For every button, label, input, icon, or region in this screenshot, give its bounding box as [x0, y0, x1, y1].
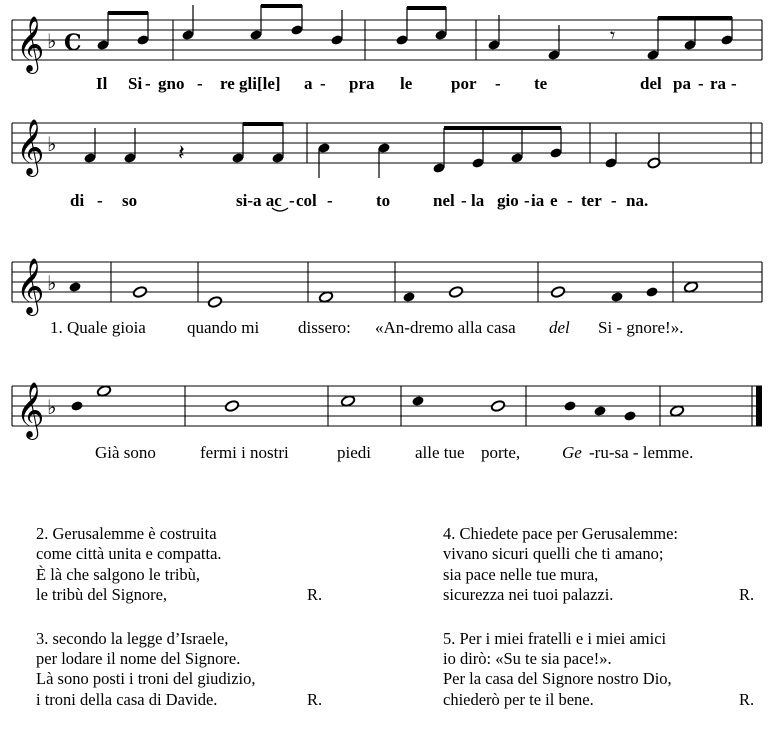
svg-text:-: -: [289, 191, 295, 210]
svg-text:fermi i nostri: fermi i nostri: [200, 443, 289, 462]
refrain-mark: R.: [739, 689, 755, 709]
staff-system-3: [12, 258, 762, 316]
staff-system-2: [12, 119, 762, 178]
stanza-3: [36, 629, 336, 711]
svg-text:Si: Si: [128, 74, 143, 93]
verse-line-text: i troni della casa di Davide.: [36, 689, 218, 709]
quarter-rest-icon: 𝄽: [178, 141, 185, 166]
refrain-mark: R.: [307, 585, 323, 605]
flat-icon: ♭: [47, 132, 57, 156]
refrain-mark: R.: [739, 585, 755, 605]
svg-text:piedi: piedi: [337, 443, 371, 462]
stanza-5: [443, 629, 763, 711]
svg-text:si-a ac: si-a ac: [236, 191, 282, 210]
svg-text:te: te: [534, 74, 548, 93]
svg-text:-: -: [698, 74, 704, 93]
verse-line: Per la casa del Signore nostro Dio,: [443, 669, 672, 689]
refrain-lyrics-1: [96, 74, 737, 93]
svg-text:pra: pra: [349, 74, 375, 93]
verse-line: 3. secondo la legge d’Israele,: [36, 628, 229, 648]
svg-text:del: del: [549, 318, 570, 337]
svg-text:alle tue: alle tue: [415, 443, 465, 462]
svg-text:-ru-sa - lemme.: -ru-sa - lemme.: [589, 443, 694, 462]
svg-text:-: -: [145, 74, 151, 93]
treble-clef-icon: 𝄞: [16, 258, 45, 314]
svg-text:di: di: [70, 191, 85, 210]
staff-system-1: [12, 4, 762, 74]
verse-line: [36, 690, 336, 710]
verse-line: come città unita e compatta.: [36, 544, 222, 564]
svg-text:-: -: [320, 74, 326, 93]
svg-text:-: -: [567, 191, 573, 210]
svg-text:-: -: [461, 191, 467, 210]
verse-line: io dirò: «Su te sia pace!».: [443, 648, 612, 668]
stanza-4: [443, 524, 763, 606]
svg-text:1. Quale gioia: 1. Quale gioia: [50, 318, 146, 337]
svg-text:-: -: [611, 191, 617, 210]
svg-text:-: -: [197, 74, 203, 93]
flat-icon: ♭: [47, 395, 57, 419]
staff-system-4: [12, 382, 762, 440]
svg-text:ra: ra: [710, 74, 727, 93]
svg-text:gno: gno: [158, 74, 185, 93]
common-time-icon: C: [64, 30, 82, 56]
svg-text:ter: ter: [581, 191, 602, 210]
svg-text:Si - gnore!».: Si - gnore!».: [598, 318, 684, 337]
svg-text:Già sono: Già sono: [95, 443, 156, 462]
verse-line: [443, 585, 763, 605]
verse-line: 5. Per i miei fratelli e i miei amici: [443, 628, 667, 648]
svg-text:re gli[le]: re gli[le]: [220, 74, 281, 93]
eighth-rest-icon: 𝄾: [610, 23, 616, 47]
verses-left-column: [36, 524, 336, 733]
svg-text:dissero:: dissero:: [298, 318, 351, 337]
verse-line: [443, 690, 763, 710]
treble-clef-icon: 𝄞: [16, 119, 45, 175]
verse-line-text: chiederò per te il bene.: [443, 689, 594, 709]
verse-line-text: sicurezza nei tuoi palazzi.: [443, 585, 614, 605]
svg-text:-: -: [731, 74, 737, 93]
verse-line: Là sono posti i troni del giudizio,: [36, 669, 256, 689]
verse-line: 2. Gerusalemme è costruita: [36, 524, 217, 543]
stanza-2: [36, 524, 336, 606]
verse-line: È là che salgono le tribù,: [36, 564, 201, 584]
svg-text:ia: ia: [531, 191, 545, 210]
svg-text:-: -: [524, 191, 530, 210]
verse-line: per lodare il nome del Signore.: [36, 648, 241, 668]
svg-text:del: del: [640, 74, 662, 93]
svg-text:gio: gio: [497, 191, 519, 210]
verse-line: vivano sicuri quelli che ti amano;: [443, 544, 664, 564]
refrain-lyrics-2: [70, 191, 648, 211]
svg-text:col: col: [296, 191, 317, 210]
refrain-mark: R.: [307, 689, 323, 709]
svg-text:-: -: [97, 191, 103, 210]
svg-text:-: -: [327, 191, 333, 210]
treble-clef-icon: 𝄞: [16, 16, 45, 72]
svg-text:e: e: [550, 191, 558, 210]
svg-text:to: to: [376, 191, 391, 210]
svg-text:a: a: [304, 74, 313, 93]
flat-icon: ♭: [47, 29, 57, 53]
verse-line-text: le tribù del Signore,: [36, 585, 168, 605]
verse-line: 4. Chiedete pace per Gerusalemme:: [443, 524, 679, 543]
verse-tone-lyrics-2: [95, 443, 693, 462]
flat-icon: ♭: [47, 271, 57, 295]
verse-line: sia pace nelle tue mura,: [443, 564, 599, 584]
svg-text:so: so: [122, 191, 138, 210]
svg-text:le: le: [400, 74, 413, 93]
svg-text:la: la: [471, 191, 485, 210]
svg-text:nel: nel: [433, 191, 455, 210]
svg-text:pa: pa: [673, 74, 691, 93]
verse-line: [36, 585, 336, 605]
treble-clef-icon: 𝄞: [16, 382, 45, 438]
svg-text:-: -: [495, 74, 501, 93]
verses-right-column: [443, 524, 763, 733]
svg-text:na.: na.: [626, 191, 649, 210]
svg-text:quando mi: quando mi: [187, 318, 260, 337]
svg-text:por: por: [451, 74, 477, 93]
svg-text:Il: Il: [96, 74, 108, 93]
svg-text:«An-dremo alla casa: «An-dremo alla casa: [375, 318, 516, 337]
svg-text:Ge: Ge: [562, 443, 582, 462]
verse-tone-lyrics-1: [50, 318, 683, 337]
svg-text:porte,: porte,: [481, 443, 521, 462]
